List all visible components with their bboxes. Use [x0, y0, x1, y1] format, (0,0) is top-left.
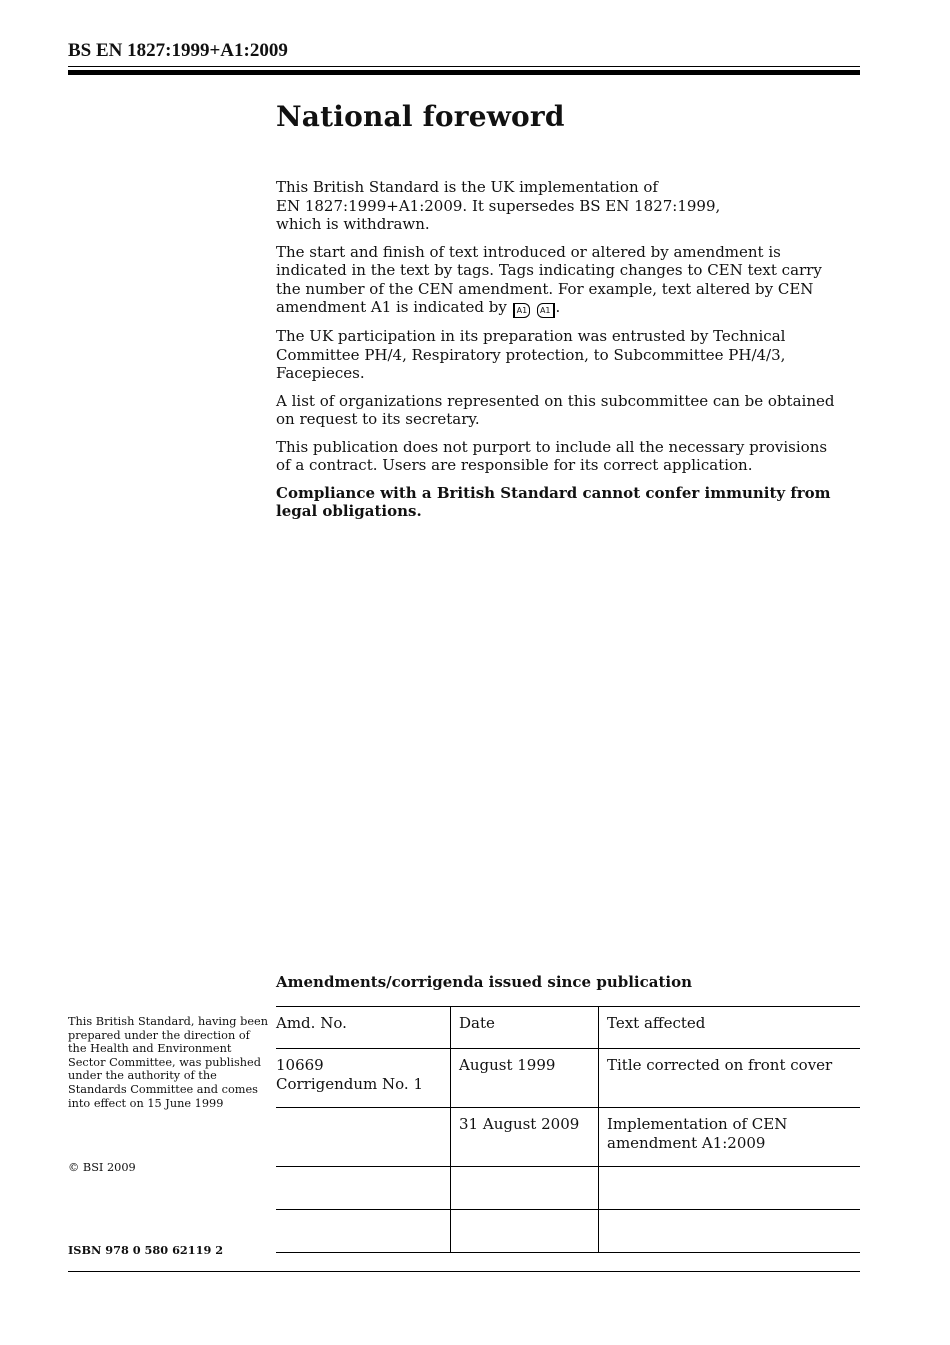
- amendment-end-tag-icon: A1: [537, 303, 555, 318]
- page-title: National foreword: [276, 100, 565, 133]
- column-header-date: Date: [451, 1007, 599, 1049]
- table-row: [276, 1167, 860, 1210]
- table-row: [276, 1108, 860, 1167]
- amd-no-cell: [276, 1167, 451, 1210]
- table-header-row: [276, 1007, 860, 1049]
- paragraph-contract: This publication does not purport to include all the necessary provisions of a contract. Users are responsible for its correct application.: [276, 437, 828, 474]
- amd-corrigendum: Corrigendum No. 1: [276, 1075, 424, 1093]
- amendments-title: Amendments/corrigenda issued since publication: [276, 973, 692, 991]
- paragraph-amendment-end: .: [555, 298, 561, 316]
- standard-code: BS EN 1827:1999+A1:2009: [68, 40, 288, 61]
- column-header-text-affected: Text affected: [599, 1007, 861, 1049]
- date-cell: [451, 1210, 599, 1253]
- publication-note: This British Standard, having been prepared under the direction of the Health and Environment Sector Committee, was published under the authority of the Standards Committee and comes into effect on 15 June 1999: [68, 1015, 268, 1110]
- paragraph-compliance: Compliance with a British Standard cannot confer immunity from legal obligations.: [276, 483, 831, 520]
- text-affected-cell: Title corrected on front cover: [599, 1049, 861, 1108]
- amendment-start-tag-icon: A1: [513, 303, 531, 318]
- paragraph-amendment-text: The start and finish of text introduced or altered by amendment is indicated in the text by tags. Tags indicating changes to CEN text carry the number of the CEN amendment. For example, text altered by CEN amendment A1 is indicated by: [276, 242, 822, 316]
- isbn: ISBN 978 0 580 62119 2: [68, 1243, 224, 1257]
- text-affected-cell: [599, 1210, 861, 1253]
- text-affected-cell: Implementation of CEN amendment A1:2009: [599, 1108, 861, 1167]
- foreword-body: [276, 178, 836, 530]
- amendments-table: [276, 1006, 860, 1253]
- header-rule-thick: [68, 70, 860, 75]
- copyright-notice: © BSI 2009: [68, 1161, 136, 1174]
- amd-no-cell: [276, 1049, 451, 1108]
- footer-rule: [68, 1271, 860, 1272]
- date-cell: August 1999: [451, 1049, 599, 1108]
- date-cell: [451, 1167, 599, 1210]
- paragraph-amendment-tags: [276, 243, 836, 319]
- paragraph-participation: The UK participation in its preparation was entrusted by Technical Committee PH/4, Respiratory protection, to Subcommittee PH/4/3, Facepieces.: [276, 327, 786, 382]
- amd-no-cell: [276, 1210, 451, 1253]
- amd-number: 10669: [276, 1056, 324, 1074]
- paragraph-organizations: A list of organizations represented on this subcommittee can be obtained on request to its secretary.: [276, 391, 835, 428]
- paragraph-implementation: This British Standard is the UK implementation of EN 1827:1999+A1:2009. It supersedes BS EN 1827:1999, which is withdrawn.: [276, 178, 721, 233]
- table-row: [276, 1210, 860, 1253]
- amd-no-cell: [276, 1108, 451, 1167]
- text-affected-cell: [599, 1167, 861, 1210]
- table-row: [276, 1049, 860, 1108]
- column-header-amd-no: Amd. No.: [276, 1007, 451, 1049]
- header-rule-thin: [68, 66, 860, 67]
- date-cell: 31 August 2009: [451, 1108, 599, 1167]
